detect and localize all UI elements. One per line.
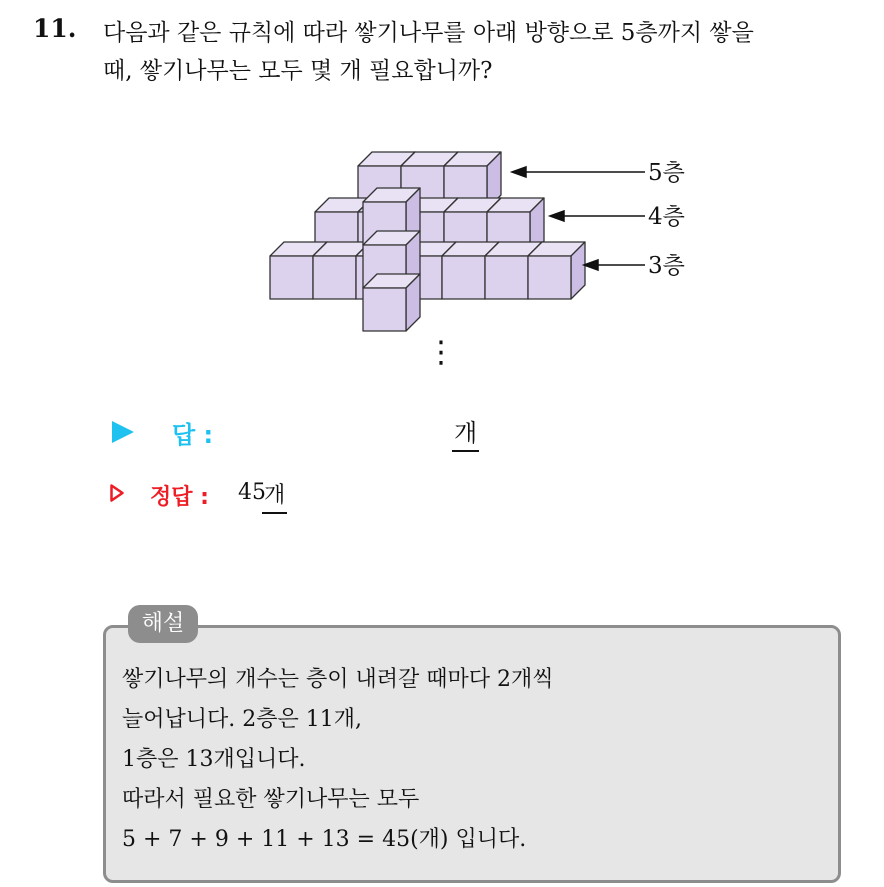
- correct-answer-value: 45: [238, 480, 266, 505]
- correct-answer-unit: 개: [262, 478, 287, 514]
- continuation-dots: ⋮: [426, 335, 456, 370]
- answer-unit: 개: [452, 413, 479, 452]
- question-line: 다음과 같은 규칙에 따라 쌓기나무를 아래 방향으로 5층까지 쌓을: [103, 20, 754, 46]
- explanation-text: [122, 660, 554, 860]
- explanation-line: 5 + 7 + 9 + 11 + 13 = 45(개) 입니다.: [122, 827, 527, 852]
- answer-row: [112, 413, 512, 453]
- outline-triangle-icon: [110, 484, 124, 502]
- cube-stack: [270, 152, 585, 331]
- answer-label: 답 :: [172, 421, 214, 449]
- explanation-line: 늘어납니다. 2층은 11개,: [122, 707, 362, 732]
- play-triangle-icon: [112, 421, 134, 443]
- question-number: 11.: [33, 14, 77, 43]
- correct-answer-row: [110, 478, 510, 518]
- cube: [363, 274, 420, 331]
- explanation-tab: 해설: [128, 605, 198, 643]
- layer-label-3: 3층: [648, 253, 685, 279]
- layer-label-5: 5층: [648, 160, 685, 186]
- question-text: [103, 14, 873, 90]
- cube: [528, 242, 585, 299]
- explanation-line: 따라서 필요한 쌓기나무는 모두: [122, 787, 420, 812]
- correct-answer-label: 정답 :: [150, 485, 209, 510]
- question-line: 때, 쌓기나무는 모두 몇 개 필요합니까?: [103, 58, 493, 84]
- layer-label-4: 4층: [648, 204, 685, 230]
- explanation-line: 1층은 13개입니다.: [122, 747, 306, 772]
- stacked-cubes-figure: [260, 140, 710, 370]
- explanation-line: 쌓기나무의 개수는 층이 내려갈 때마다 2개씩: [122, 667, 554, 692]
